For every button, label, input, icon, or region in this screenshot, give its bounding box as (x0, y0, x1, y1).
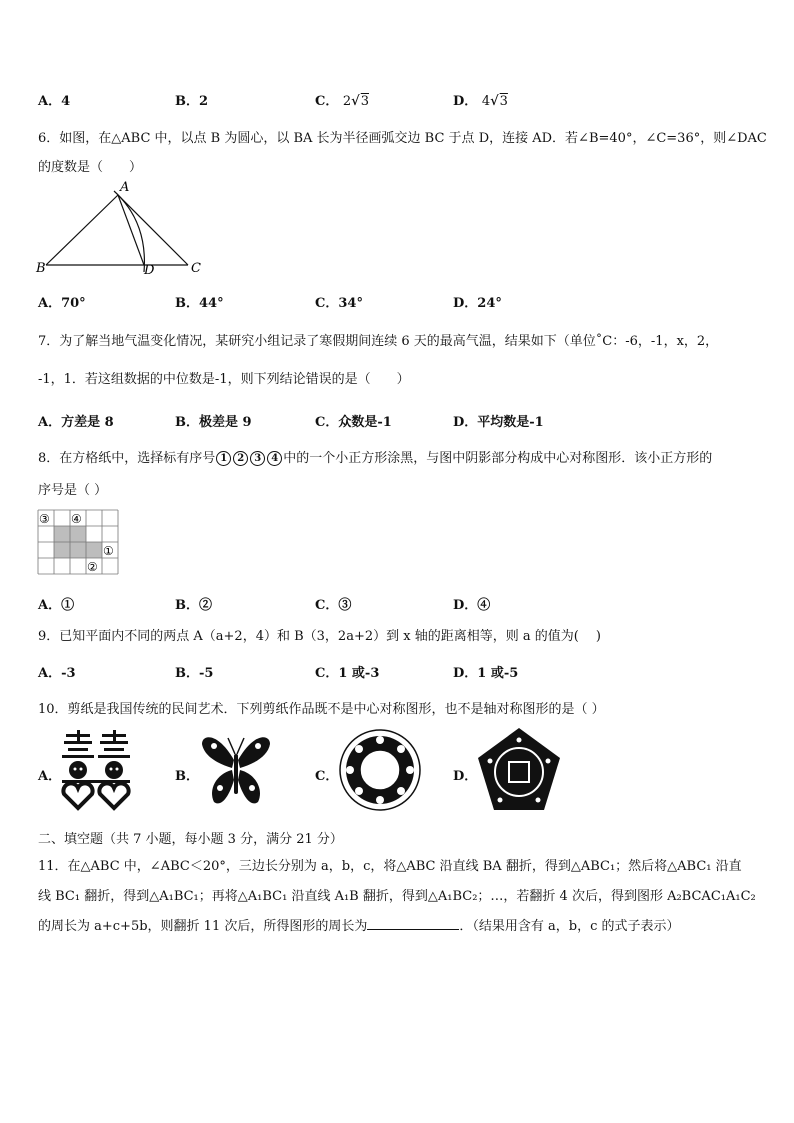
q10-option-a-letter: A． (38, 769, 62, 784)
q6-option-a: A．70° (38, 296, 86, 311)
grid-label-4: ④ (71, 512, 82, 526)
answer-blank[interactable] (367, 917, 459, 930)
q7-option-d: D．平均数是-1 (453, 415, 544, 430)
sqrt-expression: 4√3 (481, 94, 508, 109)
q6-option-d: D．24° (453, 296, 502, 311)
q9-option-a: A．-3 (38, 666, 76, 681)
q5-option-b: B．2 (175, 94, 209, 109)
shaded-cell (54, 526, 70, 542)
q7-option-c: C．众数是-1 (315, 415, 392, 430)
q10-stem: 10．剪纸是我国传统的民间艺术．下列剪纸作品既不是中心对称图形，也不是轴对称图形的是（ ） (38, 702, 605, 717)
q8-option-b: B．② (175, 598, 213, 613)
q7-option-a: A．方差是 8 (38, 415, 114, 430)
shaded-cell (54, 542, 70, 558)
q8-stem-line1: 8．在方格纸中，选择标有序号 1 2 3 4 中的一个小正方形涂黑，与图中阴影部分构成中心对称图形．该小正方形的 (38, 451, 713, 466)
sqrt-expression: 2√3 (342, 94, 369, 109)
ring-papercut-image (338, 728, 422, 812)
label-d: D (144, 263, 155, 278)
butterfly-papercut-image (198, 730, 274, 810)
grid-label-1: ① (103, 544, 114, 558)
q6-option-b: B．44° (175, 296, 224, 311)
q10-option-c-letter: C． (315, 769, 339, 784)
pentagon-papercut-image (476, 726, 562, 814)
q8-option-c: C．③ (315, 598, 352, 613)
label-c: C (191, 261, 201, 276)
q6-stem-line1: 6．如图，在△ABC 中，以点 B 为圆心，以 BA 长为半径画弧交边 BC 于点 D，连接 AD．若∠B=40°，∠C=36°，则∠DAC (38, 131, 767, 146)
q5-option-d: D． 4√3 (453, 94, 508, 109)
q5-option-c: C． 2√3 (315, 94, 369, 109)
arc-from-a (114, 191, 144, 272)
label-a: A (120, 180, 130, 195)
q9-option-b: B．-5 (175, 666, 214, 681)
triangle-figure (36, 180, 206, 278)
grid-label-3: ③ (39, 512, 50, 526)
q10-option-b-letter: B． (175, 769, 199, 784)
double-happiness-papercut-image (60, 730, 136, 810)
shaded-cell (70, 526, 86, 542)
shaded-cell (86, 542, 102, 558)
side-ac (118, 195, 188, 265)
q9-option-c: C．1 或-3 (315, 666, 380, 681)
q7-stem-line1: 7．为了解当地气温变化情况，某研究小组记录了寒假期间连续 6 天的最高气温，结果如下（单位˚C：-6，-1，x，2， (38, 334, 719, 349)
q10-option-d-letter: D． (453, 769, 478, 784)
q8-option-a: A．① (38, 598, 75, 613)
q11-stem-line2: 线 BC₁ 翻折，得到△A₁BC₁；再将△A₁BC₁ 沿直线 A₁B 翻折，得到△A₁BC₂；…，若翻折 4 次后，得到图形 A₂BCAC₁A₁C₂ (38, 889, 756, 904)
shaded-cell (70, 542, 86, 558)
q9-stem: 9．已知平面内不同的两点 A（a+2，4）和 B（3，2a+2）到 x 轴的距离相等，则 a 的值为( ) (38, 629, 602, 644)
grid-figure (38, 510, 118, 578)
q11-stem-line3: 的周长为 a+c+5b，则翻折 11 次后，所得图形的周长为 ．（结果用含有 a，b，c 的式子表示） (38, 919, 680, 934)
q8-option-d: D．④ (453, 598, 491, 613)
q11-stem-line1: 11．在△ABC 中，∠ABC＜20°，三边长分别为 a，b，c，将△ABC 沿直线 BA 翻折，得到△ABC₁；然后将△ABC₁ 沿直 (38, 859, 742, 874)
q5-option-a: A．4 (38, 94, 71, 109)
grid-label-2: ② (87, 560, 98, 574)
q7-stem-line2: -1，1．若这组数据的中位数是-1，则下列结论错误的是（ ） (38, 372, 410, 387)
q6-option-c: C．34° (315, 296, 363, 311)
q8-stem-line2: 序号是（ ） (38, 483, 108, 498)
section-heading: 二、填空题（共 7 小题，每小题 3 分，满分 21 分） (38, 832, 343, 847)
side-ab (46, 195, 118, 265)
q9-option-d: D．1 或-5 (453, 666, 519, 681)
q7-option-b: B．极差是 9 (175, 415, 252, 430)
label-b: B (36, 261, 46, 276)
q6-stem-line2: 的度数是（ ） (38, 160, 143, 175)
